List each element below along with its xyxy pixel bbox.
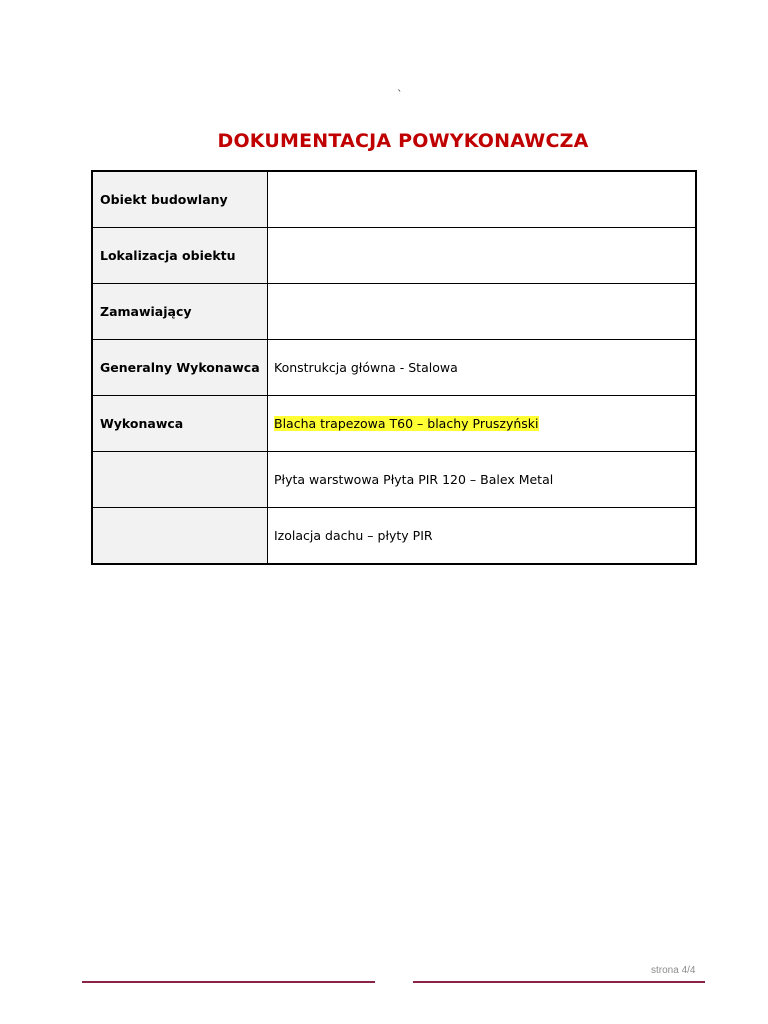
row-label <box>92 508 268 565</box>
table-row <box>92 396 696 452</box>
row-value[interactable] <box>268 171 697 228</box>
row-value-text: Izolacja dachu – płyty PIR <box>274 528 433 543</box>
row-label: Wykonawca <box>92 396 268 452</box>
table-row <box>92 171 696 228</box>
table-row <box>92 284 696 340</box>
row-label: Zamawiający <box>92 284 268 340</box>
table-row <box>92 228 696 284</box>
table-row <box>92 508 696 565</box>
row-label: Obiekt budowlany <box>92 171 268 228</box>
table-row <box>92 452 696 508</box>
footer-rule-right <box>413 981 705 983</box>
document-title: DOKUMENTACJA POWYKONAWCZA <box>217 130 589 152</box>
row-value[interactable] <box>268 284 697 340</box>
footer-rule-left <box>82 981 375 983</box>
row-value-text: Konstrukcja główna - Stalowa <box>274 360 458 375</box>
row-label: Lokalizacja obiektu <box>92 228 268 284</box>
footer-page-number: strona 4/4 <box>651 965 696 976</box>
highlighted-value-text: Blacha trapezowa T60 – blachy Pruszyński <box>274 416 539 431</box>
row-value[interactable] <box>268 228 697 284</box>
row-value[interactable] <box>268 340 697 396</box>
row-value[interactable] <box>268 452 697 508</box>
row-value[interactable] <box>268 396 697 452</box>
project-info-table <box>91 170 697 565</box>
row-label: Generalny Wykonawca <box>92 340 268 396</box>
row-value-text: Płyta warstwowa Płyta PIR 120 – Balex Metal <box>274 472 554 487</box>
row-value[interactable] <box>268 508 697 565</box>
table-row <box>92 340 696 396</box>
stray-mark: ` <box>397 88 403 101</box>
row-label <box>92 452 268 508</box>
